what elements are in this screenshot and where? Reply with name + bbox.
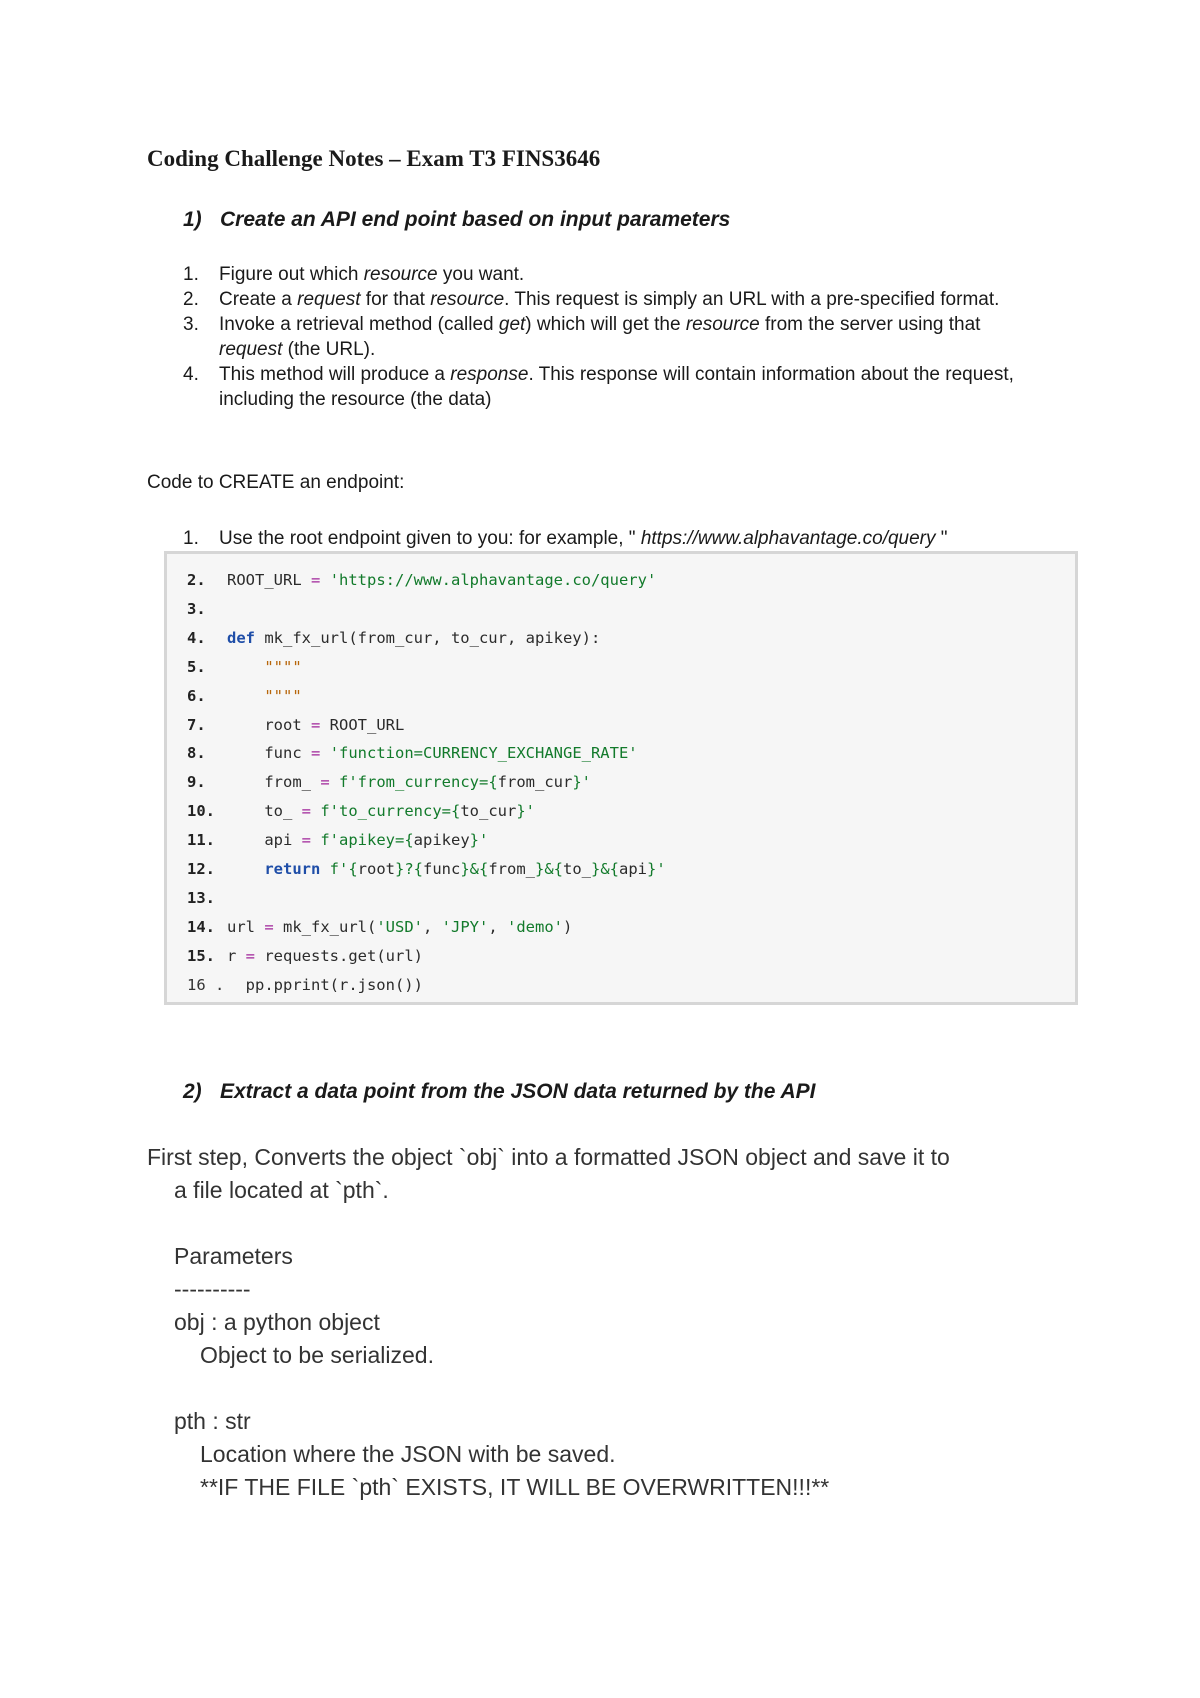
code-token: f'to_currency={ bbox=[320, 802, 461, 821]
step-text: you want. bbox=[437, 264, 525, 285]
step-text: Create a bbox=[219, 289, 298, 310]
code-token bbox=[311, 802, 320, 820]
code-token: from_ bbox=[227, 773, 321, 792]
code-line-number: 12. bbox=[187, 860, 215, 878]
code-token: from_ bbox=[488, 860, 535, 878]
code-token: ) bbox=[563, 917, 573, 936]
code-block bbox=[164, 551, 1078, 1005]
code-token bbox=[320, 744, 329, 762]
step-item bbox=[0, 312, 1039, 362]
code-token: , bbox=[423, 917, 442, 936]
code-line bbox=[187, 913, 572, 942]
step-marker: 4. bbox=[183, 364, 199, 385]
sec2-parameters-label: Parameters bbox=[174, 1243, 293, 1269]
code-token bbox=[311, 831, 320, 849]
code-line-number: 3. bbox=[187, 599, 206, 618]
code-token: = bbox=[301, 831, 311, 850]
code-token: }&{ bbox=[591, 860, 619, 878]
code-token: 'https://www.alphavantage.co/query' bbox=[329, 571, 657, 589]
step-emphasis: resource bbox=[430, 289, 505, 310]
sec2-overwrite-warning: **IF THE FILE `pth` EXISTS, IT WILL BE OVERWRITTEN!!!** bbox=[200, 1474, 830, 1500]
code-line bbox=[187, 768, 591, 797]
code-line-number: 5. bbox=[187, 657, 206, 676]
code-token bbox=[227, 658, 264, 676]
root-url-link: https://www.alphavantage.co/query bbox=[640, 528, 936, 549]
code-token: = bbox=[311, 571, 321, 589]
step-emphasis: request bbox=[297, 289, 361, 310]
code-token: to_cur bbox=[460, 802, 517, 821]
section-2-heading-text: Extract a data point from the JSON data returned by the API bbox=[220, 1080, 816, 1103]
step-item bbox=[0, 362, 1039, 412]
code-line-number: 4. bbox=[187, 628, 206, 647]
code-token: }' bbox=[516, 802, 535, 821]
section-1-heading bbox=[183, 208, 730, 232]
code-line bbox=[187, 711, 404, 740]
sec2-pth-param: pth : str bbox=[174, 1408, 251, 1434]
code-token: f'apikey={ bbox=[320, 831, 414, 850]
section-2-number: 2) bbox=[183, 1080, 202, 1103]
step-emphasis: get bbox=[498, 314, 526, 335]
code-line bbox=[187, 826, 488, 855]
code-line-number: 13. bbox=[187, 888, 215, 907]
code-token: apikey bbox=[413, 831, 470, 850]
step-marker: 1. bbox=[183, 264, 199, 285]
sec2-line-2: a file located at `pth`. bbox=[174, 1177, 389, 1203]
code-token: f'from_currency={ bbox=[339, 773, 498, 792]
code-token: }&{ bbox=[460, 860, 489, 878]
code-token: return bbox=[264, 860, 321, 878]
step-text: ) which will get the bbox=[525, 314, 686, 335]
code-token: func bbox=[227, 744, 311, 763]
code-line bbox=[187, 884, 227, 913]
code-line-number: 14. bbox=[187, 917, 215, 936]
code-line bbox=[187, 682, 302, 711]
code-line bbox=[187, 855, 666, 884]
code-token bbox=[320, 571, 329, 589]
step-item bbox=[0, 262, 1039, 287]
code-token: 'JPY' bbox=[441, 917, 489, 936]
sec2-line-1: First step, Converts the object `obj` into a formatted JSON object and save it to bbox=[147, 1144, 950, 1170]
step-item bbox=[0, 287, 1039, 312]
code-token: """" bbox=[264, 686, 302, 705]
code-token: ROOT_URL bbox=[227, 571, 311, 589]
code-token: requests.get(url) bbox=[255, 946, 423, 965]
code-line-number: 16 . bbox=[187, 975, 225, 994]
code-token bbox=[227, 860, 264, 878]
code-token: api bbox=[227, 831, 302, 850]
code-token: ROOT_URL bbox=[320, 715, 405, 734]
code-token: r bbox=[227, 946, 246, 965]
sec2-obj-param: obj : a python object bbox=[174, 1309, 380, 1335]
step-emphasis: request bbox=[219, 339, 283, 360]
step-text: (the URL). bbox=[282, 339, 376, 360]
code-token: to_ bbox=[563, 860, 591, 878]
code-token: root bbox=[357, 860, 395, 878]
code-step-text: Use the root endpoint given to you: for example, " bbox=[219, 528, 641, 549]
code-line-number: 7. bbox=[187, 715, 206, 734]
sec2-pth-desc: Location where the JSON with be saved. bbox=[200, 1441, 616, 1467]
section-1-number: 1) bbox=[183, 208, 202, 231]
step-emphasis: resource bbox=[363, 264, 438, 285]
code-line-number: 11. bbox=[187, 831, 215, 850]
code-line bbox=[187, 595, 227, 624]
code-token: 'USD' bbox=[376, 917, 423, 936]
step-text: for that bbox=[360, 289, 431, 310]
code-line-number: 10. bbox=[187, 802, 215, 821]
code-token: """" bbox=[264, 657, 302, 676]
sec2-obj-desc: Object to be serialized. bbox=[200, 1342, 434, 1368]
code-token: pp.pprint(r.json()) bbox=[227, 975, 423, 994]
step-text: from the server using that bbox=[759, 314, 981, 335]
code-token: = bbox=[311, 744, 321, 763]
code-token: }' bbox=[469, 831, 489, 850]
step-marker: 2. bbox=[183, 289, 199, 310]
code-token: api bbox=[619, 860, 647, 878]
code-token: 'demo' bbox=[507, 917, 564, 936]
code-token bbox=[227, 687, 264, 705]
code-intro: Code to CREATE an endpoint: bbox=[147, 472, 405, 493]
code-token: }' bbox=[572, 773, 591, 792]
code-step-marker: 1. bbox=[183, 528, 199, 549]
code-token: mk_fx_url(from_cur, to_cur, apikey): bbox=[255, 628, 601, 647]
code-line-number: 15. bbox=[187, 946, 215, 965]
code-line-number: 9. bbox=[187, 773, 206, 792]
sec2-dashes: ---------- bbox=[174, 1276, 251, 1302]
section-1-heading-text: Create an API end point based on input parameters bbox=[220, 208, 731, 231]
section-2-heading bbox=[183, 1080, 816, 1104]
code-token: def bbox=[227, 628, 255, 647]
code-token: = bbox=[320, 773, 330, 792]
code-token: }&{ bbox=[535, 860, 563, 878]
code-step-item bbox=[0, 526, 1039, 551]
code-step-suffix: " bbox=[935, 528, 948, 549]
code-line bbox=[187, 566, 656, 595]
code-token: , bbox=[488, 917, 508, 936]
code-token: from_cur bbox=[497, 773, 573, 792]
document-title: Coding Challenge Notes – Exam T3 FINS3646 bbox=[147, 146, 601, 171]
code-line bbox=[187, 739, 638, 768]
code-line bbox=[187, 797, 535, 826]
code-line bbox=[187, 624, 600, 653]
code-token: url bbox=[227, 917, 265, 936]
step-emphasis: resource bbox=[685, 314, 760, 335]
code-token: = bbox=[301, 802, 311, 821]
code-token: = bbox=[264, 917, 274, 936]
steps-list bbox=[0, 262, 1039, 412]
code-line bbox=[187, 942, 423, 971]
code-token: func bbox=[423, 860, 461, 878]
code-token: f'{ bbox=[329, 860, 358, 878]
code-token: root bbox=[227, 715, 311, 734]
code-token bbox=[330, 773, 339, 791]
code-line-number: 2. bbox=[187, 571, 206, 589]
code-token: }' bbox=[647, 860, 666, 878]
step-emphasis: response bbox=[450, 364, 529, 385]
code-line bbox=[187, 653, 302, 682]
code-token: mk_fx_url( bbox=[273, 917, 377, 936]
code-step-list bbox=[0, 526, 1039, 551]
code-token: }?{ bbox=[395, 860, 423, 878]
code-line-number: 8. bbox=[187, 744, 206, 763]
step-text: This method will produce a bbox=[219, 364, 451, 385]
code-token: to_ bbox=[227, 802, 302, 821]
code-token: = bbox=[311, 715, 321, 734]
step-text: Figure out which bbox=[219, 264, 364, 285]
step-marker: 3. bbox=[183, 314, 199, 335]
step-text: . This request is simply an URL with a pre-specified format. bbox=[504, 289, 1000, 310]
code-line bbox=[187, 971, 423, 1000]
code-token: 'function=CURRENCY_EXCHANGE_RATE' bbox=[329, 744, 638, 763]
step-text: . This response will contain information about the request, including the resource (the data) bbox=[219, 364, 1014, 410]
step-text: Invoke a retrieval method (called bbox=[219, 314, 499, 335]
code-line-number: 6. bbox=[187, 686, 206, 705]
code-token bbox=[320, 860, 329, 878]
code-token: = bbox=[245, 946, 256, 965]
